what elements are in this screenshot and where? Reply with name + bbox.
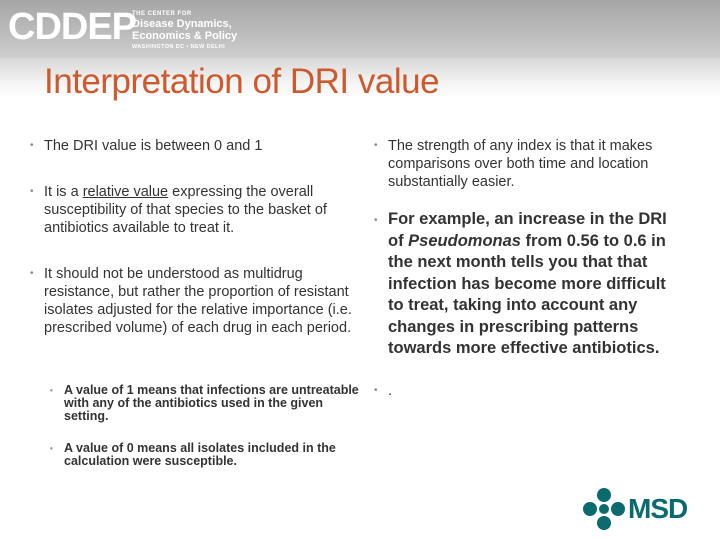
msd-emblem-icon bbox=[582, 487, 626, 531]
sub-bullet-2-text: A value of 0 means all isolates included in the calculation were susceptible. bbox=[64, 441, 336, 468]
bullet-dot: • bbox=[374, 384, 378, 396]
sub-bullet-2 bbox=[50, 442, 360, 468]
logo-small-text: THE CENTER FOR bbox=[132, 11, 192, 17]
logo-line-2: Economics & Policy bbox=[132, 30, 238, 42]
right-bullet-3 bbox=[374, 382, 684, 400]
left-bullet-1 bbox=[30, 137, 360, 155]
left-bullet-3 bbox=[30, 265, 360, 337]
left-column bbox=[30, 137, 360, 337]
right-bullet-2-text-pre: For example, an increase in the DRI of bbox=[388, 210, 667, 250]
slide-title: Interpretation of DRI value bbox=[44, 62, 440, 101]
cddep-logo-wordmark: CDDEP bbox=[8, 6, 137, 48]
right-bullet-2-italic: Pseudomonas bbox=[408, 231, 521, 250]
bullet-dot: • bbox=[50, 444, 53, 453]
msd-logo bbox=[582, 487, 702, 531]
logo-line-1: Disease Dynamics, bbox=[132, 18, 232, 30]
bullet-dot: • bbox=[30, 140, 34, 151]
right-bullet-1 bbox=[374, 137, 684, 191]
bullet-dot: • bbox=[30, 186, 34, 197]
cddep-logo-subtitle bbox=[132, 10, 237, 52]
right-bullet-3-text: . bbox=[388, 382, 393, 399]
left-bullet-2-text-pre: It is a bbox=[44, 184, 83, 200]
sub-bullet-1-text: A value of 1 means that infections are untreatable with any of the antibiotics used in the given setting. bbox=[64, 383, 359, 423]
left-bullet-2-text-post: expressing the overall susceptibility of that species to the basket of antibiotics available to treat it. bbox=[44, 184, 327, 236]
right-bullet-1-text: The strength of any index is that it makes comparisons over both time and location substantially easier. bbox=[388, 138, 653, 190]
right-bullet-2-text-post: from 0.56 to 0.6 in the next month tells you that that infection has become more difficult to treat, taking into account any changes in prescribing patterns towards more effective antibiotics. bbox=[388, 231, 666, 357]
bullet-dot: • bbox=[30, 268, 34, 279]
logo-location: WASHINGTON DC • NEW DELHI bbox=[132, 44, 226, 50]
left-bullet-1-text: The DRI value is between 0 and 1 bbox=[44, 138, 263, 154]
sub-bullet-1 bbox=[50, 384, 360, 423]
bullet-dot: • bbox=[374, 140, 378, 151]
left-bullet-2 bbox=[30, 183, 360, 237]
bullet-dot: • bbox=[50, 386, 53, 395]
left-sub-bullets bbox=[50, 384, 360, 468]
left-bullet-3-text: It should not be understood as multidrug resistance, but rather the proportion of resistant isolates adjusted for the relative importance (i.e. prescribed volume) of each drug in each period. bbox=[44, 266, 352, 336]
right-column bbox=[374, 137, 684, 400]
left-bullet-2-underlined: relative value bbox=[82, 184, 169, 200]
bullet-dot: • bbox=[374, 215, 378, 226]
msd-wordmark: MSD bbox=[628, 493, 688, 524]
right-bullet-2 bbox=[374, 209, 684, 360]
header-banner bbox=[0, 0, 720, 58]
